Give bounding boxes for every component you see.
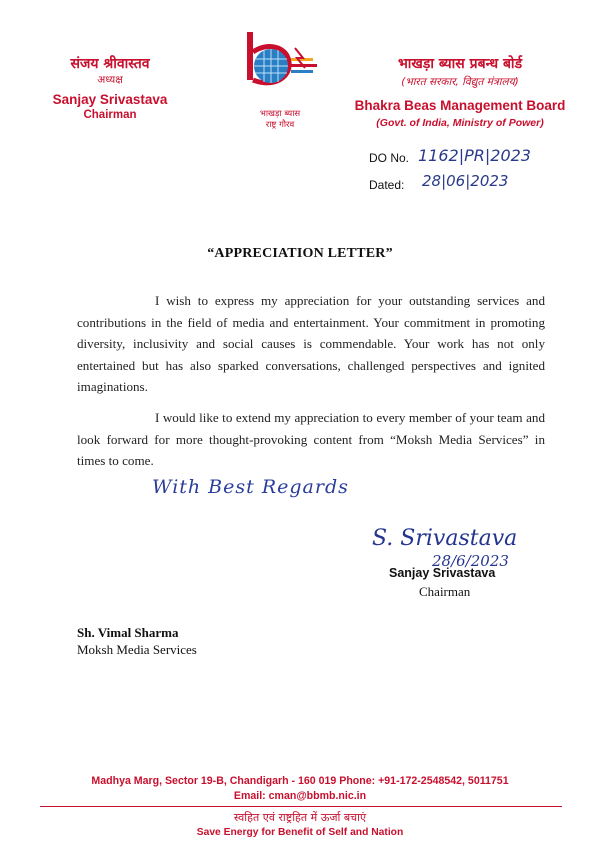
board-subtitle-hindi: (भारत सरकार, विद्युत मंत्रालय): [401, 76, 519, 88]
officer-name-hindi: संजय श्रीवास्तव: [70, 56, 150, 72]
officer-title-hindi: अध्यक्ष: [97, 74, 123, 86]
logo-caption-line2: राष्ट्र गौरव: [265, 120, 295, 130]
logo-caption-line1: भाखड़ा ब्यास: [259, 109, 301, 119]
paragraph-2-text: I would like to extend my appreciation to every member of your team and look forward for more thought-provoking content from “Moksh Media Services” in times to come.: [77, 410, 545, 468]
board-name: Bhakra Beas Management Board: [354, 98, 566, 113]
footer-divider: [40, 806, 562, 807]
bbmb-logo-icon: [237, 28, 327, 108]
footer-slogan-hindi: स्वहित एवं राष्ट्रहित में ऊर्जा बचाएं: [233, 811, 367, 824]
recipient-organization: Moksh Media Services: [77, 642, 197, 657]
do-number-value: 1162|PR|2023: [418, 146, 531, 165]
logo-caption: [230, 109, 330, 131]
board-subtitle: (Govt. of India, Ministry of Power): [376, 117, 544, 129]
date-label: Dated:: [369, 178, 405, 192]
board-name-hindi: भाखड़ा ब्यास प्रबन्ध बोर्ड: [397, 56, 523, 72]
letter-paragraph-2: [77, 407, 545, 472]
closing-regards: With Best Regards: [152, 476, 349, 498]
signature-date: 28/6/2023: [432, 552, 509, 570]
footer-slogan: Save Energy for Benefit of Self and Nation: [196, 827, 404, 838]
date-value: 28|06|2023: [422, 172, 509, 190]
officer-title: Chairman: [83, 109, 137, 121]
paragraph-1-text: I wish to express my appreciation for your outstanding services and contributions in the field of media and entertainment. Your commitment in promoting diversity, inclusivity and social causes is commendable. Your work has not only entertained but has also sparked conversations, challenged perspectives and ignited imaginations.: [77, 293, 545, 394]
letter-paragraph-1: [77, 290, 545, 398]
letter-title: “APPRECIATION LETTER”: [207, 246, 393, 261]
bbmb-logo: [237, 28, 327, 108]
handwritten-signature: S. Srivastava: [372, 526, 518, 551]
footer-email: Email: cman@bbmb.nic.in: [233, 790, 367, 802]
do-number-label: DO No.: [369, 151, 410, 165]
signatory-name: Sanjay Srivastava: [389, 566, 496, 580]
footer-address: Madhya Marg, Sector 19-B, Chandigarh - 160 019 Phone: +91-172-2548542, 5011751: [91, 775, 509, 787]
signatory-title: Chairman: [419, 584, 471, 599]
recipient-name: Sh. Vimal Sharma: [77, 625, 179, 640]
officer-name: Sanjay Srivastava: [52, 92, 168, 107]
